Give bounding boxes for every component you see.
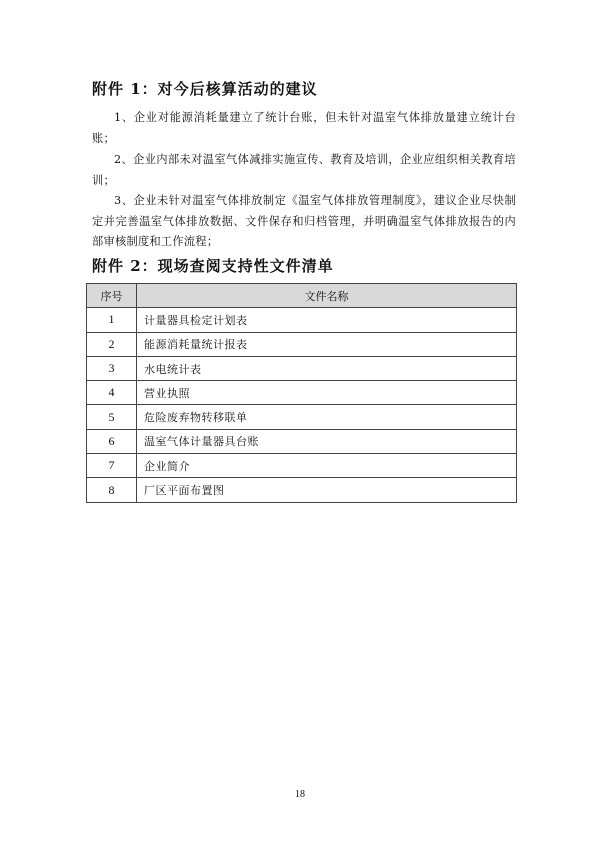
row-name: 危险废弃物转移联单 xyxy=(137,405,517,429)
table-row xyxy=(87,332,517,356)
page-number: 18 xyxy=(295,789,305,800)
table-row xyxy=(87,478,517,502)
row-name: 水电统计表 xyxy=(137,356,517,380)
row-no: 4 xyxy=(87,381,137,405)
documents-table xyxy=(86,283,517,503)
header-name: 文件名称 xyxy=(137,284,517,308)
header-no: 序号 xyxy=(87,284,137,308)
row-name: 能源消耗量统计报表 xyxy=(137,332,517,356)
row-no: 7 xyxy=(87,454,137,478)
row-no: 8 xyxy=(87,478,137,502)
table-row xyxy=(87,308,517,332)
table-header-row xyxy=(87,284,517,308)
row-name: 营业执照 xyxy=(137,381,517,405)
row-no: 5 xyxy=(87,405,137,429)
row-no: 6 xyxy=(87,429,137,453)
annex1-title: 附件 1：对今后核算活动的建议 xyxy=(92,80,318,98)
row-no: 3 xyxy=(87,356,137,380)
annex2-title: 附件 2：现场查阅支持性文件清单 xyxy=(92,257,334,275)
table-row xyxy=(87,356,517,380)
row-name: 厂区平面布置图 xyxy=(137,478,517,502)
recommendation-1: 1、企业对能源消耗量建立了统计台账，但未针对温室气体排放量建立统计台账； xyxy=(92,111,516,145)
table-row xyxy=(87,405,517,429)
row-no: 1 xyxy=(87,308,137,332)
row-no: 2 xyxy=(87,332,137,356)
row-name: 计量器具检定计划表 xyxy=(137,308,517,332)
table-row xyxy=(87,381,517,405)
row-name: 企业简介 xyxy=(137,454,517,478)
recommendation-3: 3、企业未针对温室气体排放制定《温室气体排放管理制度》，建议企业尽快制定并完善温室气体排放数据、文件保存和归档管理，并明确温室气体排放报告的内部审核制度和工作流程； xyxy=(92,194,516,248)
table-row xyxy=(87,454,517,478)
row-name: 温室气体计量器具台账 xyxy=(137,429,517,453)
table-row xyxy=(87,429,517,453)
recommendation-2: 2、企业内部未对温室气体减排实施宣传、教育及培训，企业应组织相关教育培训； xyxy=(92,153,516,187)
